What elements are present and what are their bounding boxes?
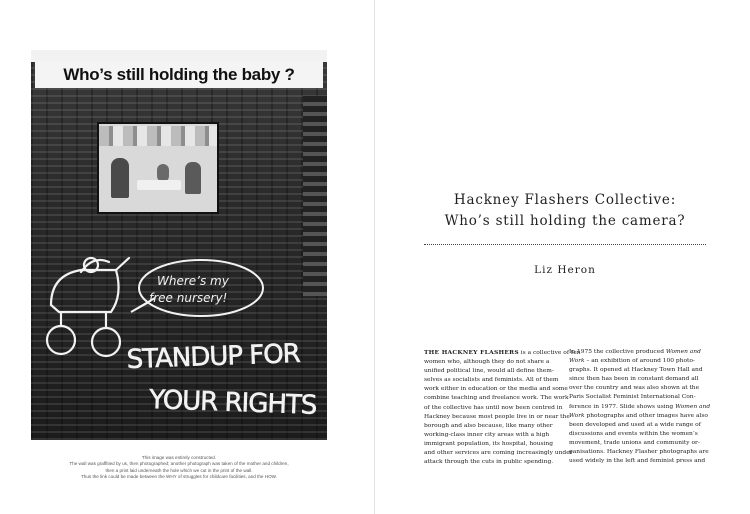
paragraph-line: of the collective has until now been centred in — [424, 404, 563, 411]
paragraph-line: Work photographs and other images have also — [569, 412, 708, 419]
paragraph-line: ganisations. Hackney Flasher photographs are — [569, 449, 709, 456]
page-gutter — [374, 0, 375, 514]
bubble-text-line2: free nursery! — [149, 291, 228, 305]
poster-headline: Who’s still holding the baby ? — [63, 65, 295, 84]
article-title — [424, 190, 706, 232]
dotted-divider — [424, 244, 706, 245]
body-column-1 — [424, 348, 581, 467]
photo-caption — [31, 455, 327, 480]
paragraph-line: borough and also because, like many other — [424, 422, 553, 429]
caption-line: then a print laid underneath the hole which we cut in the print of the wall. — [105, 467, 253, 473]
paragraph-line: since then has been in constant demand all — [569, 376, 699, 383]
body-column-2 — [569, 348, 710, 466]
paragraph-line: unified political line, would all define them- — [424, 368, 554, 375]
paragraph-line: work either in education or the media and some — [424, 386, 568, 393]
slogan-line1: STANDUP FOR — [126, 338, 301, 375]
paragraph-line: THE HACKNEY FLASHERS is a collective of ten — [424, 349, 581, 356]
bubble-text-line1: Where’s my — [157, 274, 229, 288]
paragraph-line: discussions and events within the women’s — [569, 430, 698, 437]
paragraph-line: women who, although they do not share a — [424, 359, 550, 366]
paragraph-line: been developed and used at a wide range of — [569, 421, 701, 428]
paragraph-line: working-class inner city areas with a high — [424, 431, 550, 438]
caption-line: Thus the link could be made between the WHY of struggles for childcare facilities, and the HOW. — [80, 473, 277, 479]
paragraph-line: combine teaching and freelance work. The work — [424, 395, 569, 402]
title-line2: Who’s still holding the camera? — [444, 213, 686, 229]
paragraph-line: In 1975 the collective produced Women and — [569, 349, 701, 355]
paragraph-line: selves as socialists and feminists. All of them — [424, 377, 559, 384]
lead-in: THE HACKNEY FLASHERS — [424, 349, 519, 356]
paragraph-line: used widely in the left and feminist press and — [569, 458, 706, 465]
slogan-line2: YOUR RIGHTS — [148, 385, 317, 421]
paragraph-line: over the country and was also shown at the — [569, 385, 700, 392]
paragraph-line: Paris Socialist Feminist International Con- — [569, 394, 696, 401]
paragraph-line: and other services are coming increasingly under — [424, 450, 573, 457]
paragraph-line: ference in 1977. Slide shows using Women and — [569, 403, 711, 410]
paragraph-line: Hackney because most people live in or near the — [424, 413, 570, 420]
graffiti-layer — [31, 50, 327, 440]
paragraph-line: immigrant population, its hospital, housing — [424, 440, 553, 447]
caption-line: The wall was graffitied by us, then photographed; another photograph was taken of the mother and children, — [69, 461, 289, 467]
author-name: Liz Heron — [534, 264, 596, 276]
speech-bubble-icon — [131, 260, 263, 316]
poster-photograph — [31, 50, 327, 440]
paragraph-line: movement, trade unions and community or- — [569, 439, 700, 446]
paragraph-line: attack through the cuts in public spending. — [424, 459, 554, 466]
caption-line: This image was entirely constructed. — [141, 455, 217, 460]
paragraph-line: Work – an exhibition of around 100 photo- — [569, 358, 695, 365]
paragraph-line: graphs. It opened at Hackney Town Hall and — [569, 367, 703, 374]
title-line1: Hackney Flashers Collective: — [453, 192, 677, 208]
pram-drawing-icon — [47, 258, 129, 356]
